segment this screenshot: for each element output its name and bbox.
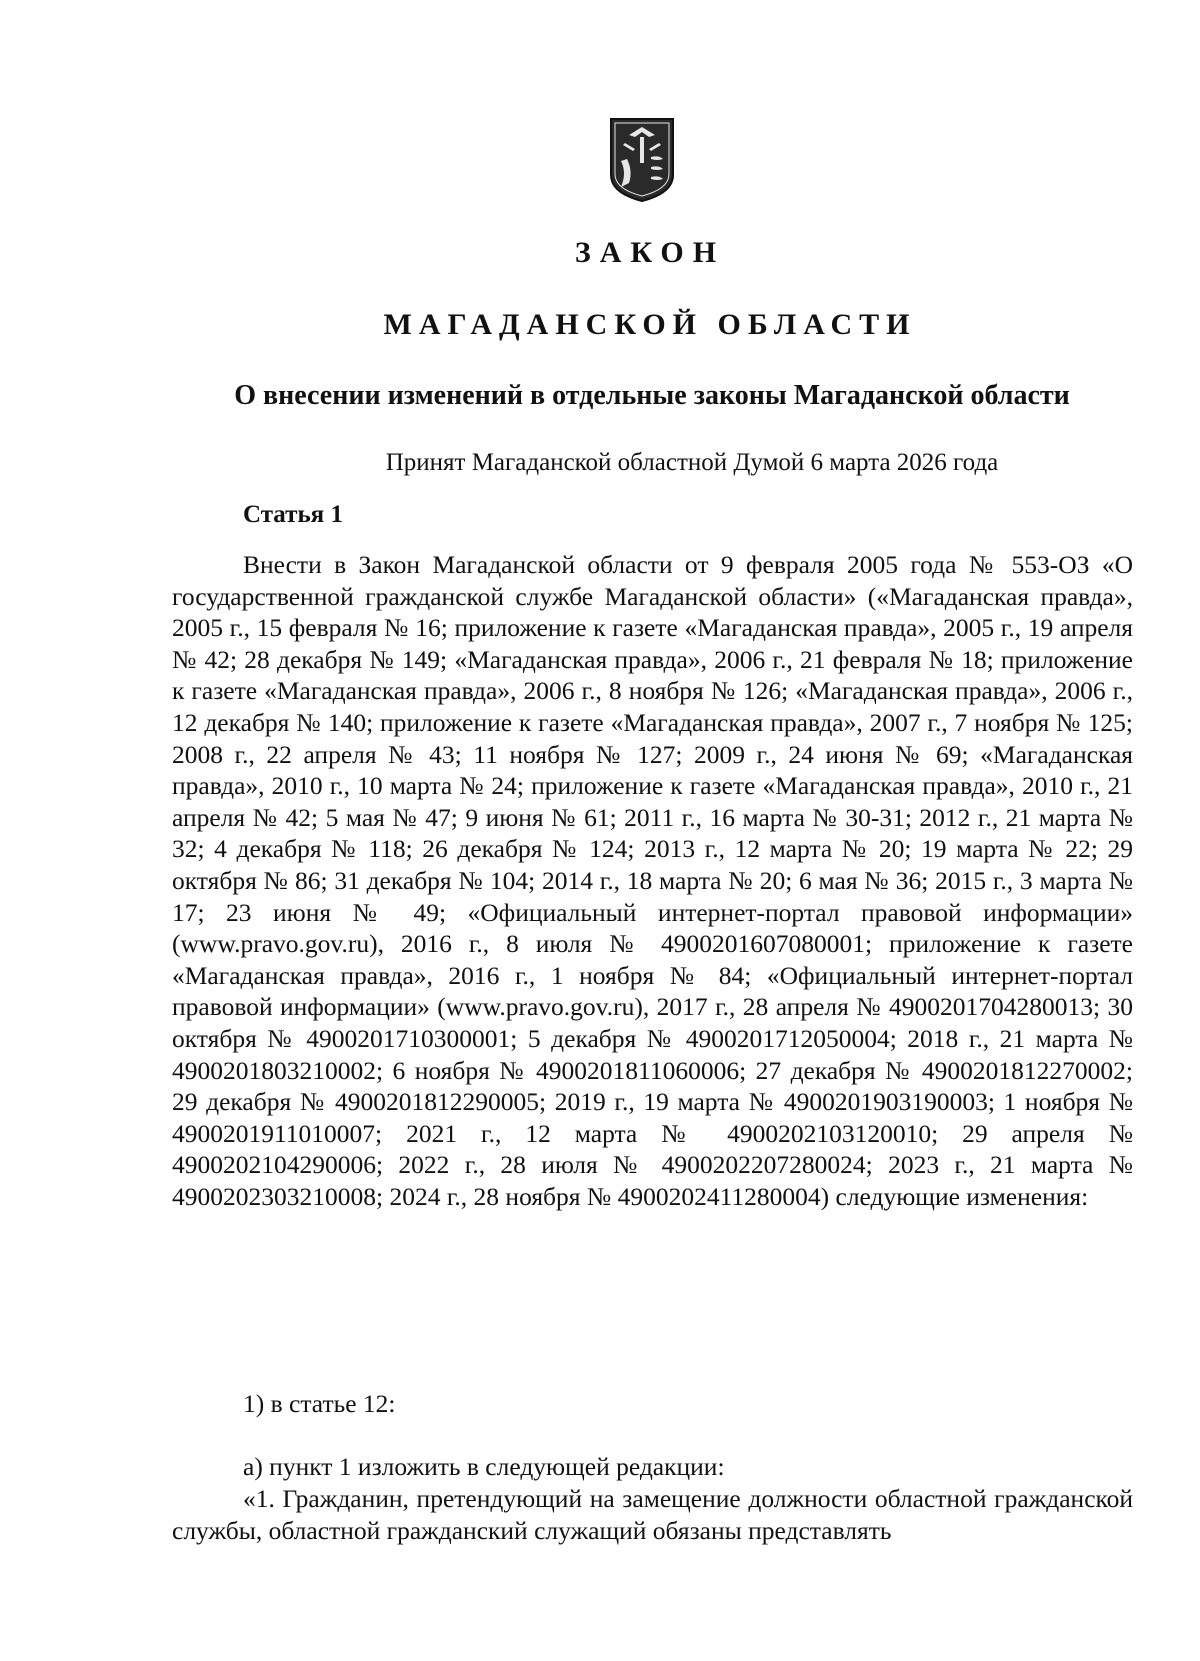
article-subitem-a: а) пункт 1 изложить в следующей редакции: — [243, 1452, 725, 1481]
amendment-quote-paragraph: «1. Гражданин, претендующий на замещение должности областной гражданской службы, областной гражданский служащий обязаны представлять — [172, 1484, 1133, 1545]
region-heading: МАГАДАНСКОЙ ОБЛАСТИ — [383, 308, 917, 341]
law-subject-title: О внесении изменений в отдельные законы Магаданской области — [234, 380, 1070, 411]
coat-of-arms-icon — [607, 113, 677, 203]
document-type-heading: ЗАКОН — [574, 236, 726, 269]
article-main-paragraph: Внести в Закон Магаданской области от 9 февраля 2005 года № 553-ОЗ «О государственной гражданской службе Магаданской области» («Магаданская правда», 2005 г., 15 февраля № 16; приложение к газете «Магаданская правда», 2005 г., 19 апреля № 42; 28 декабря № 149; «Магаданская правда», 2006 г., 21 февраля № 18; приложение к газете «Магаданская правда», 2006 г., 8 ноября № 126; «Магаданская правда», 2006 г., 12 декабря № 140; приложение к газете «Магаданская правда», 2007 г., 7 ноября № 125; 2008 г., 22 апреля № 43; 11 ноября № 127; 2009 г., 24 июня № 69; «Магаданская правда», 2010 г., 10 марта № 24; приложение к газете «Магаданская правда», 2010 г., 21 апреля № 42; 5 мая № 47; 9 июня № 61; 2011 г., 16 марта № 30-31; 2012 г., 21 марта № 32; 4 декабря № 118; 26 декабря № 124; 2013 г., 12 марта № 20; 19 марта № 22; 29 октября № 86; 31 декабря № 104; 2014 г., 18 марта № 20; 6 мая № 36; 2015 г., 3 марта № 17; 23 июня № 49; «Официальный интернет-портал правовой информации» (www.pravo.gov.ru), 2016 г., 8 июля № 4900201607080001; приложение к газете «Магаданская правда», 2016 г., 1 ноября № 84; «Официальный интернет-портал правовой информации» (www.pravo.gov.ru), 2017 г., 28 апреля № 4900201704280013; 30 октября № 4900201710300001; 5 декабря № 4900201712050004; 2018 г., 21 марта № 4900201803210002; 6 ноября № 4900201811060006; 27 декабря № 4900201812270002; 29 декабря № 4900201812290005; 2019 г., 19 марта № 4900201903190003; 1 ноября № 4900201911010007; 2021 г., 12 марта № 4900202103120010; 29 апреля № 4900202104290006; 2022 г., 28 июля № 4900202207280024; 2023 г., 21 марта № 4900202303210008; 2024 г., 28 ноября № 4900202411280004) следующие изменения: — [172, 550, 1133, 1211]
article-item-1: 1) в статье 12: — [243, 1389, 396, 1418]
adoption-line: Принят Магаданской областной Думой 6 марта 2026 года — [385, 449, 999, 476]
article-heading: Статья 1 — [243, 501, 343, 528]
